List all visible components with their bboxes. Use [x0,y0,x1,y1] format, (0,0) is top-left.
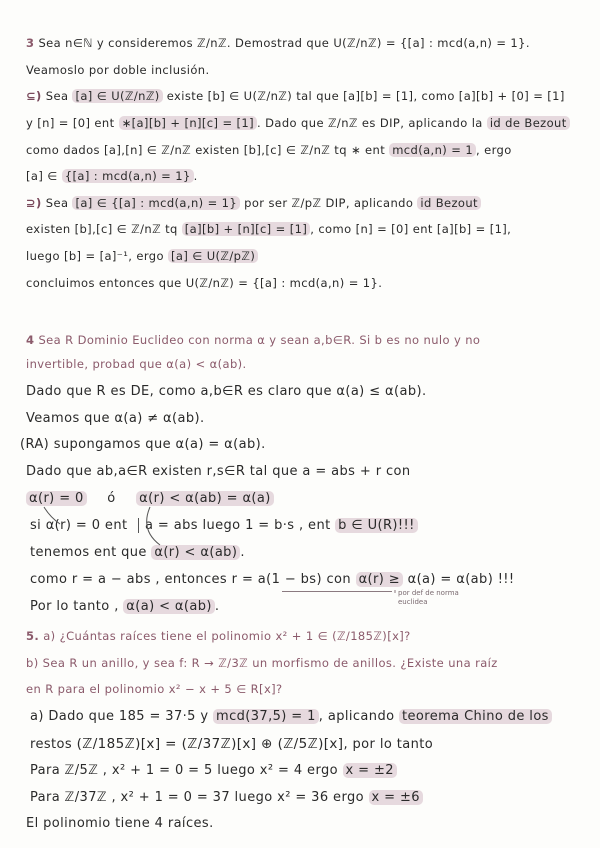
text: ó [107,491,116,506]
text: (ℤ/185ℤ)[x] = (ℤ/37ℤ)[x] ⊕ (ℤ/5ℤ)[x] [76,736,344,752]
highlight: α(r) = 0 [26,491,87,506]
text: restos [30,737,73,752]
p4-statement-text: Sea R Dominio Euclideo con norma α y sean a,b∈R. Si b es no nulo y no [38,333,481,347]
highlight: id de Bezout [487,116,570,130]
text: si α(r) = 0 ent [30,518,128,533]
text: Para ℤ/37ℤ , x² + 1 = 0 = 37 luego x² = 36 ergo [30,790,364,805]
p4-line-3: Dado que R es DE, como a,b∈R es claro que α(a) ≤ α(ab). [26,384,427,399]
p5-line-4 [30,709,600,724]
text: Para ℤ/5ℤ , x² + 1 = 0 = 5 luego x² = 4 ergo [30,763,338,778]
p5-line-6 [30,763,600,778]
p3-number: 3 [26,36,35,50]
text: Por lo tanto , [30,599,119,614]
text: , ergo [476,143,512,157]
definition-note: por def de norma euclidea [398,589,459,606]
p3-statement-text: Sea n∈ℕ y consideremos ℤ/nℤ. Demostrad que U(ℤ/nℤ) = {[a] : mcd(a,n) = 1}. [38,36,530,50]
highlight: [a] ∈ U(ℤ/nℤ) [72,89,162,103]
p4-line-4: Veamos que α(a) ≠ α(ab). [26,411,205,426]
highlight: α(a) < α(ab) [123,599,215,614]
p5-statement-b2: en R para el polinomio x² − x + 5 ∈ R[x]? [26,682,283,696]
p3-line-4 [26,116,600,130]
text: , como [n] = [0] ent [a][b] = [1], [310,222,512,236]
p3-line-8 [26,222,600,236]
p3-line-6 [26,169,600,183]
p4-number: 4 [26,333,35,347]
p5-number: 5. [26,629,40,643]
highlight: x = ±6 [369,790,423,805]
highlight: [a] ∈ U(ℤ/pℤ) [168,249,258,263]
highlight: α(r) ≥ [356,572,403,587]
text: r = a(1 − bs) con [231,572,352,587]
p4-line-9 [30,545,600,560]
p4-line-2: invertible, probad que α(a) < α(ab). [26,357,247,371]
underline [282,591,392,592]
highlight: ∗[a][b] + [n][c] = [1] [119,116,257,130]
text: . Dado que ℤ/nℤ es DIP, aplicando la [257,116,483,130]
p4-line-11 [30,599,600,614]
p5-line-5 [30,736,600,752]
p5-statement-b [26,656,600,670]
text: como dados [a],[n] ∈ ℤ/nℤ existen [b],[c] ∈ ℤ/nℤ tq ∗ ent [26,143,386,157]
text: por ser ℤ/pℤ DIP, aplicando [244,196,414,210]
highlight: mcd(37,5) = 1 [213,709,319,724]
p3-line-9 [26,249,600,263]
highlight: α(r) < α(ab) = α(a) [136,491,274,506]
text: . [193,169,198,183]
text: a) ¿Cuántas raíces tiene el polinomio x² + 1 ∈ (ℤ/185ℤ)[x]? [43,629,411,643]
highlight: [a][b] + [n][c] = [1] [182,222,310,236]
text: Sea [45,89,69,103]
text: , aplicando [318,709,395,724]
text: y [n] = [0] ent [26,116,115,130]
p4-line-8 [30,518,600,533]
p4-line-10 [30,572,600,587]
p3-line-3 [26,89,600,103]
text: , por lo tanto [343,737,434,752]
text: existen [b],[c] ∈ ℤ/nℤ tq [26,222,178,236]
text: [a] ∈ [26,169,58,183]
text: Sea R un anillo, y sea f: R → ℤ/3ℤ un morfismo de anillos. ¿Existe una raíz [42,656,498,670]
supset-marker: ⊇) [26,196,42,210]
highlight: id Bezout [417,196,481,210]
text: a = abs luego 1 = b·s , ent [138,518,331,533]
text: . [240,545,245,560]
text: Sea [45,196,69,210]
highlight: {[a] : mcd(a,n) = 1} [62,169,194,183]
p4-line-7 [26,491,600,506]
text: existe [b] ∈ U(ℤ/nℤ) tal que [a][b] = [1], como [a][b] + [0] = [1] [166,89,565,103]
p3-line-2: Veamoslo por doble inclusión. [26,63,210,77]
highlight: teorema Chino de los [399,709,552,724]
text: supongamos que α(a) = α(ab). [53,437,266,452]
p5-line-7 [30,790,600,805]
p3-line-7 [26,196,600,210]
p4-line-6: Dado que ab,a∈R existen r,s∈R tal que a = abs + r con [26,464,411,479]
reductio-marker: (RA) [20,437,50,452]
text: α(a) = α(ab) !!! [407,572,515,587]
subset-marker: ⊆) [26,89,42,103]
text: tenemos ent que [30,545,147,560]
p3-line-5 [26,143,600,157]
text: b) [26,656,39,670]
p3-statement [26,36,600,50]
highlight: x = ±2 [343,763,397,778]
p4-statement [26,333,600,347]
highlight: α(r) < α(ab) [151,545,240,560]
text: . [214,599,220,614]
highlight: mcd(a,n) = 1 [389,143,476,157]
p5-statement-a [26,629,600,643]
highlight: [a] ∈ {[a] : mcd(a,n) = 1} [72,196,240,210]
text: luego [b] = [a]⁻¹, ergo [26,249,164,263]
p5-line-8: El polinomio tiene 4 raíces. [26,816,214,831]
p3-line-10: concluimos entonces que U(ℤ/nℤ) = {[a] : mcd(a,n) = 1}. [26,276,383,290]
text: como r = a − abs , entonces [30,572,228,587]
text: a) Dado que 185 = 37·5 y [30,709,209,724]
highlight: b ∈ U(R)!!! [335,518,418,533]
p4-line-5 [20,437,600,452]
